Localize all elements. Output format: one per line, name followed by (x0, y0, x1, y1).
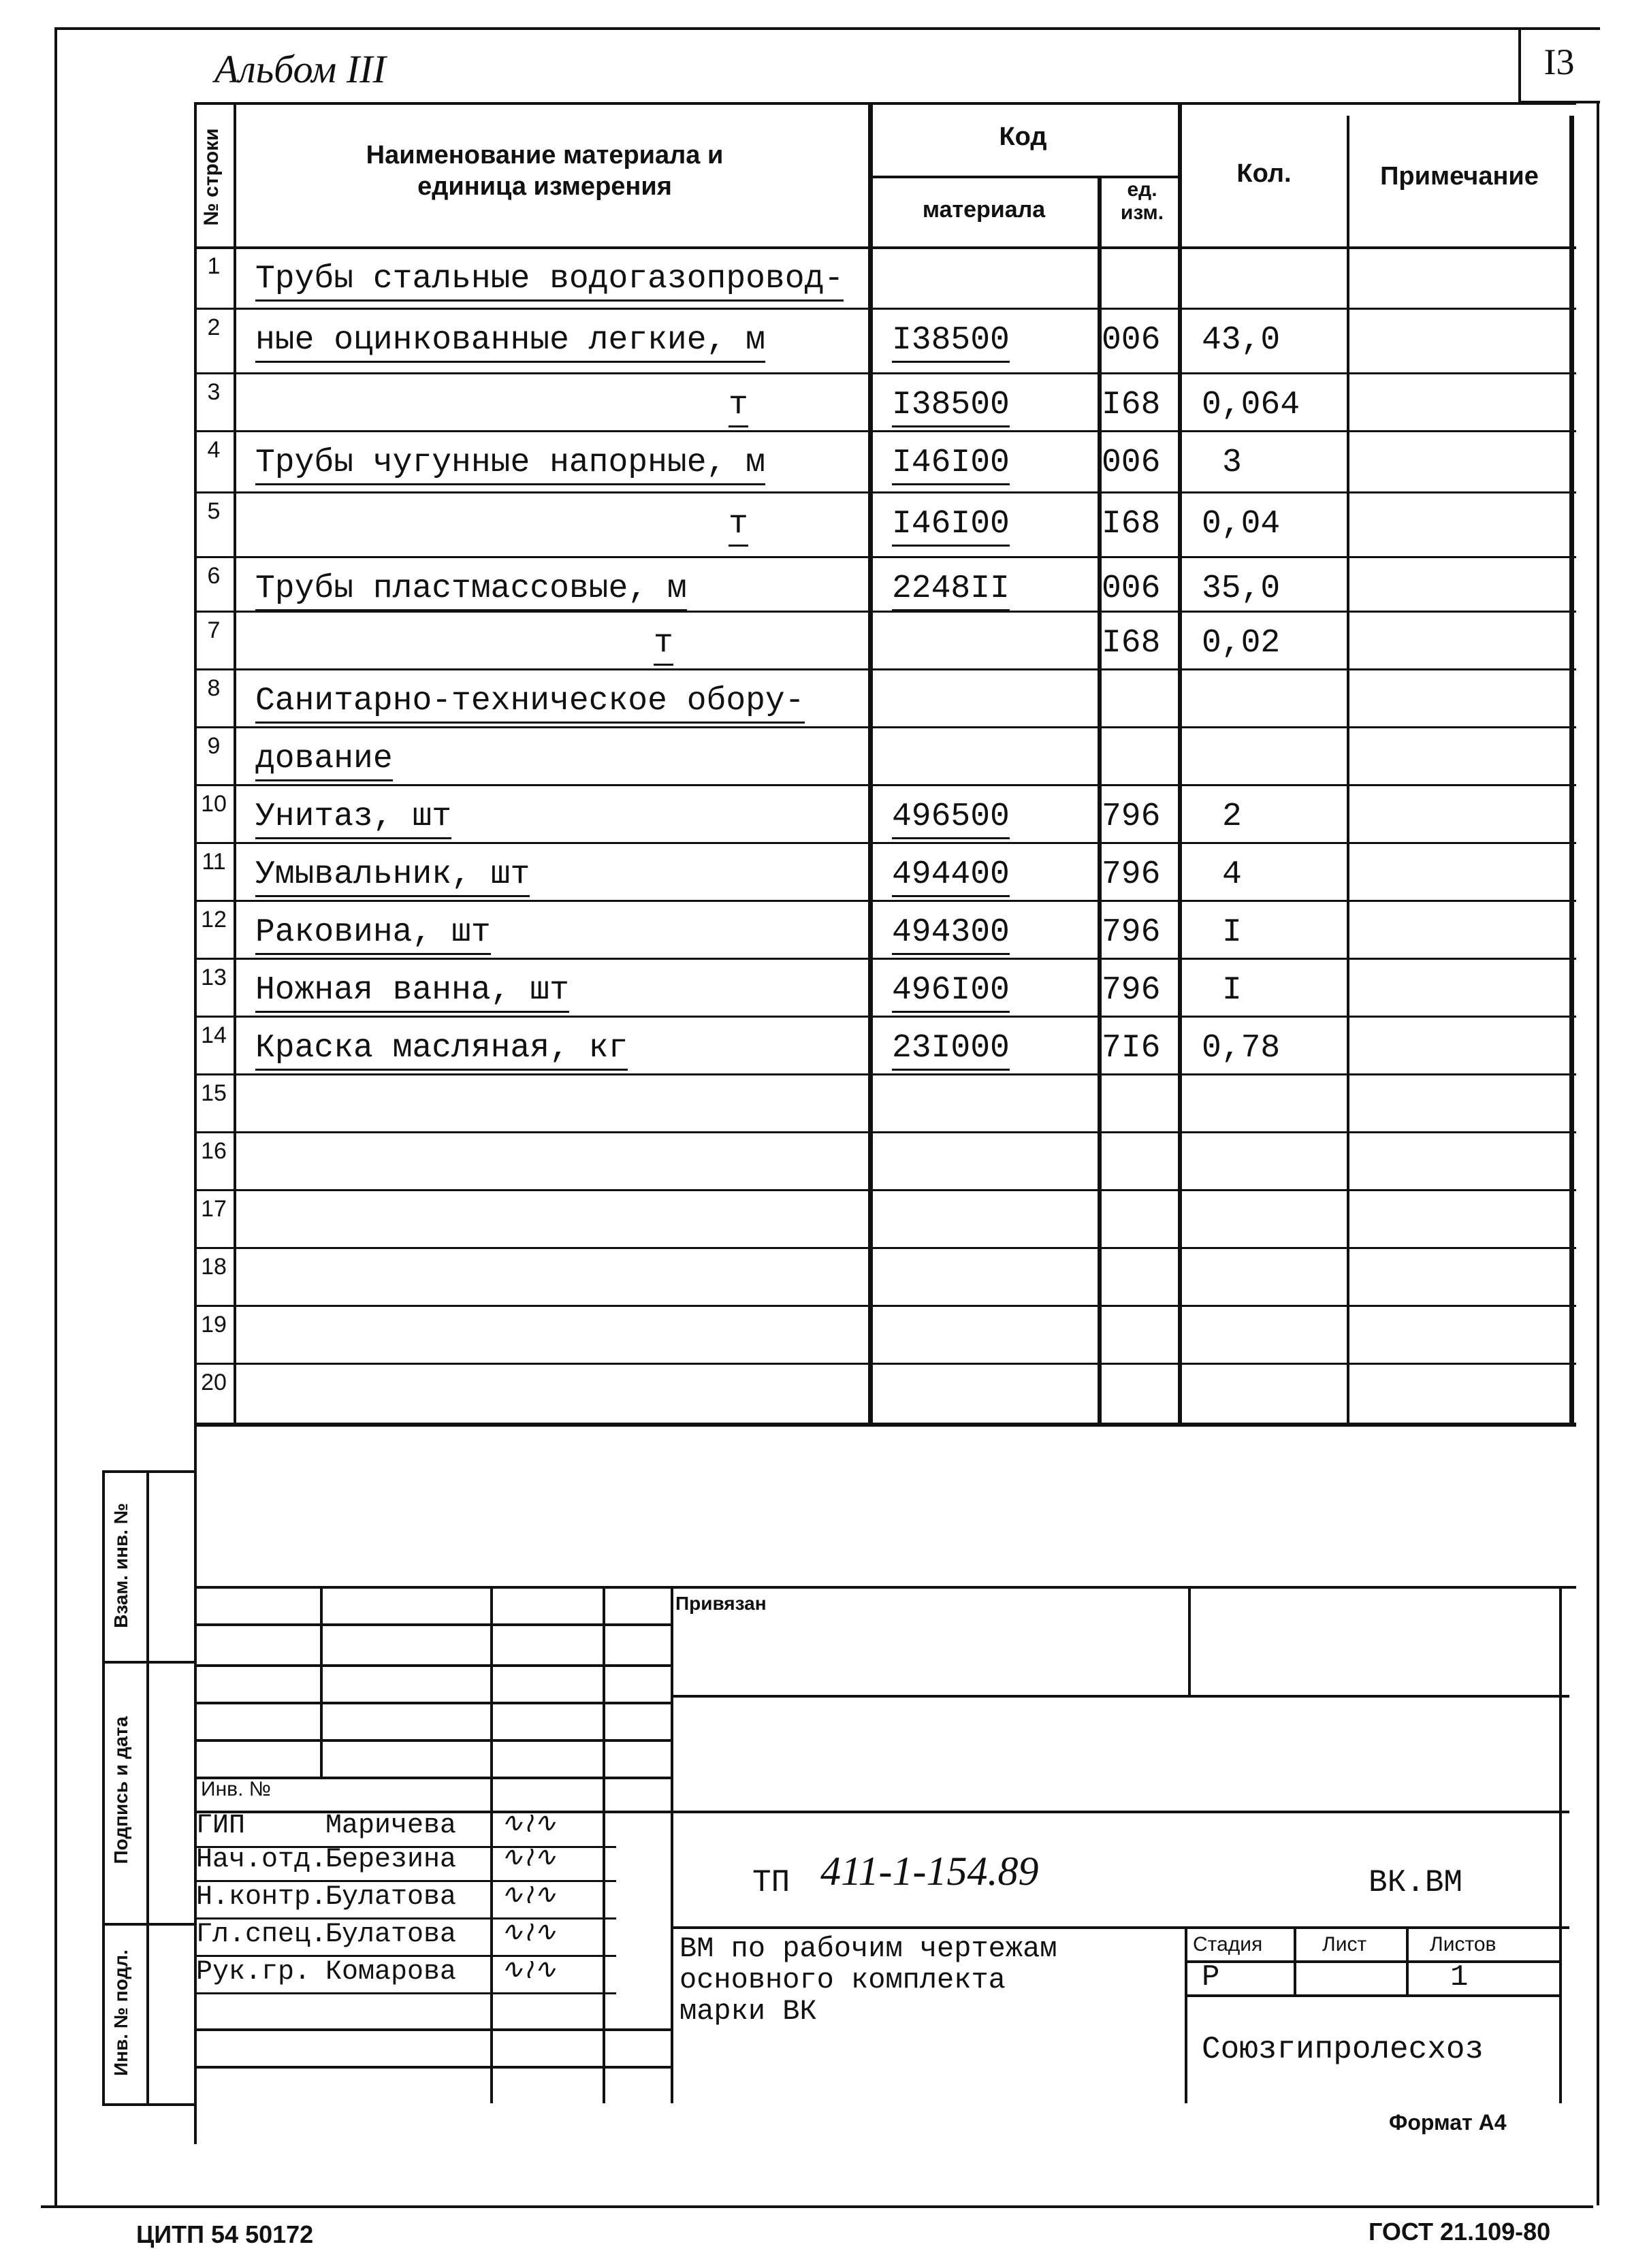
signature-scribble: ∿≀∿ (500, 1807, 557, 1838)
signer-name: Булатова (325, 1882, 457, 1913)
table-cell-qty: 35,0 (1202, 570, 1281, 607)
header-code-unit: ед. изм. (1120, 178, 1164, 224)
table-cell-name: Унитаз, шт (255, 796, 451, 839)
table-cell-qty: 0,04 (1202, 506, 1281, 542)
table-row-line (194, 784, 1576, 786)
table-row-line (194, 726, 1576, 728)
table-cell-code: I46I00 (892, 504, 1010, 547)
privyazan-bottom-line (671, 1695, 1569, 1698)
table-row-line (194, 958, 1576, 960)
header-material-name: Наименование материала и единица измерения (366, 141, 724, 201)
album-label: Альбом III (214, 47, 386, 91)
table-cell-name: т (729, 385, 748, 427)
table-row-number: 13 (201, 965, 227, 990)
table-cell-unit: 796 (1102, 914, 1161, 951)
table-cell-name: Раковина, шт (255, 912, 491, 955)
signer-name: Маричева (325, 1811, 457, 1841)
table-cell-code: 494300 (892, 912, 1010, 955)
table-row-number: 2 (207, 314, 221, 340)
table-cell-qty: 0,78 (1202, 1030, 1281, 1067)
table-cell-unit: 006 (1102, 444, 1161, 481)
table-row-line (194, 1131, 1576, 1133)
table-row-number: 16 (201, 1138, 227, 1164)
doc-number-top-line (671, 1811, 1569, 1813)
privyazan-label: Привязан (675, 1593, 767, 1614)
description-line-2: основного комплекта (679, 1964, 1006, 1996)
table-cell-code: I38500 (892, 385, 1010, 427)
signer-name: Березина (325, 1845, 457, 1875)
table-row-number: 1 (207, 253, 221, 279)
sheet-label: Лист (1322, 1933, 1367, 1956)
table-cell-qty: I (1222, 972, 1242, 1009)
table-row-number: 11 (202, 849, 226, 875)
side-strip-left-line (102, 1470, 105, 2103)
table-row-number: 9 (207, 733, 221, 759)
table-cell-name: дование (255, 739, 393, 781)
table-cell-name: Умывальник, шт (255, 854, 530, 897)
frame-left-line (54, 27, 57, 2205)
table-row-number: 3 (207, 379, 221, 405)
table-cell-code: 496I00 (892, 970, 1010, 1013)
table-cell-qty: 4 (1222, 856, 1242, 893)
stage-label: Стадия (1193, 1933, 1263, 1956)
col-line-name-right (868, 102, 873, 1423)
table-cell-name: Краска масляная, кг (255, 1028, 628, 1071)
stamp-grid-h1 (194, 1623, 671, 1626)
table-cell-qty: 3 (1222, 444, 1242, 481)
stage-value-line (1185, 1994, 1559, 1997)
description-divider (1185, 1926, 1187, 2103)
description-line-3: марки ВК (679, 1995, 817, 2028)
table-cell-code: 494400 (892, 854, 1010, 897)
table-cell-qty: 0,02 (1202, 625, 1281, 662)
page-number-box-line (1518, 27, 1521, 102)
table-row-number: 20 (201, 1370, 227, 1395)
signer-role: Гл.спец. (196, 1919, 327, 1950)
footer-right: ГОСТ 21.109-80 (1369, 2218, 1551, 2246)
col-line-note-right (1569, 116, 1574, 1423)
format-label: Формат А4 (1389, 2110, 1507, 2135)
footer-left: ЦИТП 54 50172 (136, 2220, 314, 2248)
stamp-grid-h8 (194, 2066, 671, 2069)
doc-number-bottom-line (671, 1926, 1569, 1929)
table-cell-name: Ножная ванна, шт (255, 970, 569, 1013)
table-cell-qty: 2 (1222, 798, 1242, 835)
signer-name: Булатова (325, 1919, 457, 1950)
table-row-line (194, 1305, 1576, 1307)
side-strip-inner-line (146, 1470, 149, 2103)
signer-role: Рук.гр. (196, 1957, 311, 1988)
col-line-unit-right (1178, 102, 1182, 1423)
table-row-line (194, 1016, 1576, 1018)
table-row-line (194, 842, 1576, 844)
doc-number: 411-1-154.89 (820, 1849, 1039, 1894)
table-row-number: 7 (207, 617, 221, 643)
table-cell-qty: 0,064 (1202, 387, 1300, 423)
table-row-number: 12 (201, 907, 227, 933)
header-note: Примечание (1380, 162, 1539, 191)
frame-top-line (54, 27, 1600, 30)
table-row-line (194, 1247, 1576, 1249)
signer-role: ГИП (196, 1811, 246, 1841)
stamp-grid-h7 (194, 2028, 671, 2031)
signer-role: Нач.отд. (196, 1845, 327, 1875)
table-bottom-line (194, 1423, 1576, 1427)
table-row-line (194, 491, 1576, 493)
label-vzam-inv: Взам. инв. № (110, 1503, 131, 1628)
table-cell-name: Трубы пластмассовые, м (255, 568, 687, 611)
table-row-line (194, 668, 1576, 670)
side-strip-bottom-line (102, 2103, 194, 2106)
table-cell-name: т (729, 504, 748, 547)
label-podpis-data: Подпись и дата (110, 1716, 131, 1864)
frame-bottom-line (41, 2205, 1593, 2208)
header-code-material: материала (922, 197, 1046, 223)
stage-value: Р (1202, 1960, 1220, 1994)
signature-scribble: ∿≀∿ (500, 1916, 557, 1947)
doc-prefix: ТП (752, 1865, 790, 1900)
table-cell-code: 23I000 (892, 1028, 1010, 1071)
table-cell-unit: 796 (1102, 972, 1161, 1009)
table-cell-unit: 006 (1102, 570, 1161, 607)
col-line-qty-right (1347, 116, 1349, 1423)
table-cell-unit: I68 (1102, 506, 1161, 542)
stamp-grid-v3 (603, 1586, 605, 2103)
table-row-number: 17 (201, 1196, 227, 1222)
table-row-number: 5 (207, 498, 221, 524)
header-code: Код (999, 123, 1047, 151)
signature-scribble: ∿≀∿ (500, 1879, 557, 1909)
stage-divider-2 (1406, 1926, 1409, 1994)
table-cell-unit: 006 (1102, 322, 1161, 359)
table-cell-name: т (654, 623, 673, 666)
table-row-number: 14 (201, 1022, 227, 1048)
signer-row-line (194, 1992, 616, 1994)
table-cell-qty: 43,0 (1202, 322, 1281, 359)
sheets-label: Листов (1430, 1933, 1497, 1956)
table-cell-name: Трубы стальные водогазопровод- (255, 259, 844, 302)
table-row-line (194, 900, 1576, 902)
stage-header-line (1185, 1960, 1559, 1963)
table-cell-unit: I68 (1102, 625, 1161, 662)
table-row-line (194, 1189, 1576, 1191)
inv-no-label: Инв. № (201, 1778, 271, 1800)
privyazan-divider (1188, 1586, 1191, 1695)
signer-name: Комарова (325, 1957, 457, 1988)
table-cell-code: 496500 (892, 796, 1010, 839)
stamp-grid-h3 (194, 1702, 671, 1704)
table-cell-code: I46I00 (892, 442, 1010, 485)
table-row-number: 6 (207, 563, 221, 589)
stamp-right-line (1559, 1586, 1562, 2103)
table-cell-unit: 796 (1102, 798, 1161, 835)
table-row-line (194, 1363, 1576, 1365)
table-cell-unit: I68 (1102, 387, 1161, 423)
signature-scribble: ∿≀∿ (500, 1841, 557, 1872)
table-cell-unit: 7I6 (1102, 1030, 1161, 1067)
col-line-rowno-right (234, 102, 236, 1423)
description (679, 1933, 1057, 2027)
table-row-line (194, 308, 1576, 310)
table-cell-name: ные оцинкованные легкие, м (255, 320, 765, 363)
table-row-number: 18 (201, 1254, 227, 1280)
table-row-number: 15 (201, 1080, 227, 1106)
stamp-top-line (194, 1586, 1576, 1589)
table-cell-name: Трубы чугунные напорные, м (255, 442, 765, 485)
table-cell-name: Санитарно-техническое обору- (255, 681, 805, 724)
description-line-1: ВМ по рабочим чертежам (679, 1932, 1057, 1965)
stamp-grid-v2 (490, 1586, 493, 2103)
label-inv-podl: Инв. № подл. (110, 1949, 131, 2076)
table-row-line (194, 372, 1576, 374)
header-qty: Кол. (1236, 159, 1292, 188)
stamp-grid-v1 (320, 1586, 323, 1777)
table-top-line (194, 102, 1576, 105)
stamp-grid-v4 (671, 1586, 673, 2103)
stage-divider-1 (1294, 1926, 1296, 1994)
table-row-number: 4 (207, 437, 221, 463)
signer-role: Н.контр. (196, 1882, 327, 1913)
table-row-number: 10 (201, 791, 227, 817)
table-cell-unit: 796 (1102, 856, 1161, 893)
table-row-number: 19 (201, 1312, 227, 1338)
organization: Союзгипролесхоз (1202, 2032, 1484, 2067)
stamp-grid-h4 (194, 1739, 671, 1742)
table-row-line (194, 430, 1576, 432)
header-row-number: № строки (200, 128, 223, 226)
header-bottom-line (194, 246, 1576, 249)
sheets-value: 1 (1450, 1960, 1469, 1994)
signature-scribble: ∿≀∿ (500, 1954, 557, 1984)
page-number: I3 (1543, 42, 1575, 82)
table-cell-qty: I (1222, 914, 1242, 951)
table-row-line (194, 1073, 1576, 1075)
table-row-line (194, 611, 1576, 613)
doc-mark: ВК.ВМ (1369, 1865, 1463, 1900)
table-cell-code: I38500 (892, 320, 1010, 363)
table-row-number: 8 (207, 675, 221, 701)
frame-right-line (1597, 102, 1599, 2205)
table-row-line (194, 556, 1576, 558)
table-cell-code: 2248II (892, 568, 1010, 611)
stamp-grid-h2 (194, 1664, 671, 1667)
